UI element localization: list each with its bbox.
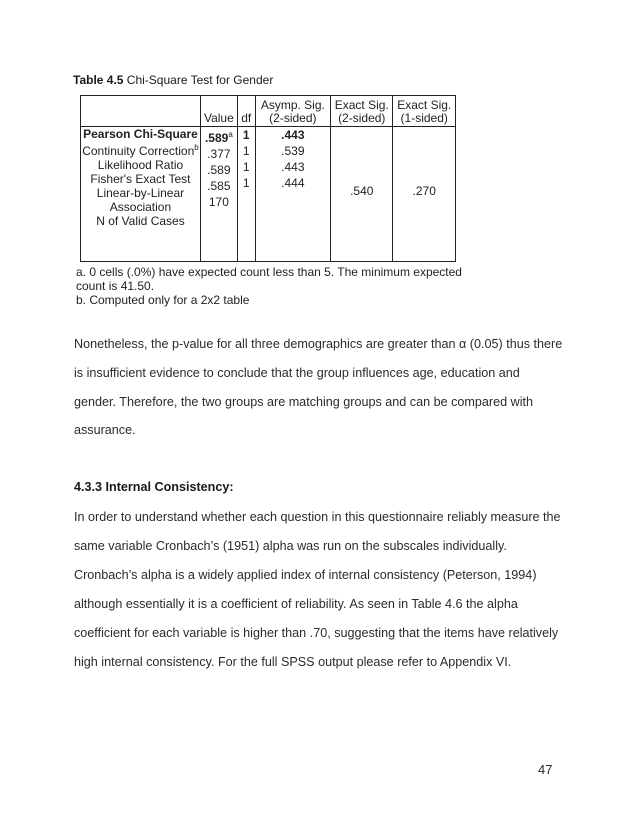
row-label-n-valid: N of Valid Cases [96, 214, 185, 228]
exact2-column [331, 127, 393, 262]
section-heading: 4.3.3 Internal Consistency: [74, 480, 234, 494]
page-number: 47 [538, 762, 553, 777]
df-cell: 1 [242, 144, 250, 158]
paragraph-line: In order to understand whether each question in this questionnaire reliably measure the [74, 510, 561, 524]
row-label-likelihood: Likelihood Ratio [97, 158, 184, 172]
header-exact-sig-1: Exact Sig. (1-sided) [393, 96, 456, 127]
asymp-cell: .443 [281, 160, 305, 174]
header-blank [81, 96, 201, 127]
paragraph-line: although essentially it is a coefficient of reliability. As seen in Table 4.6 the alpha [74, 597, 518, 611]
table-caption [73, 73, 273, 87]
footnote-a-mark: a [228, 130, 233, 139]
paragraph-line: is insufficient evidence to conclude that the group influences age, education and [74, 366, 520, 380]
paragraph-line: same variable Cronbach’s (1951) alpha was run on the subscales individually. [74, 539, 507, 553]
value-pearson: .589 [204, 131, 229, 145]
asymp-column [255, 127, 330, 262]
df-column [237, 127, 255, 262]
footnote-a: a. 0 cells (.0%) have expected count less than 5. The minimum expected count is 41.50. [76, 265, 462, 293]
header-df: df [237, 96, 255, 127]
header-exact-sig-2: Exact Sig. (2-sided) [331, 96, 393, 127]
table-title: Chi-Square Test for Gender [123, 73, 274, 87]
value-cell: .377 [207, 147, 231, 161]
footnote-b: b. Computed only for a 2x2 table [76, 293, 250, 307]
row-label-continuity [81, 141, 200, 158]
asymp-cell: .443 [281, 128, 305, 142]
df-cell: 1 [242, 176, 250, 190]
value-cell [201, 127, 237, 146]
df-cell: 1 [242, 160, 250, 174]
value-cell: .589 [207, 163, 231, 177]
value-cell: 170 [208, 195, 229, 209]
asymp-cell: .444 [281, 176, 305, 190]
row-label-linear: Linear-by-Linear Association [96, 186, 185, 214]
paragraph-line: Nonetheless, the p-value for all three demographics are greater than α (0.05) thus there [74, 337, 563, 351]
df-cell: 1 [242, 128, 250, 142]
paragraph-line: Cronbach’s alpha is a widely applied index of internal consistency (Peterson, 1994) [74, 568, 537, 582]
asymp-cell: .539 [281, 144, 305, 158]
exact1-cell: .270 [412, 184, 436, 198]
exact1-column [393, 127, 456, 262]
table-number: Table 4.5 [73, 73, 124, 87]
paragraph-line: assurance. [74, 423, 136, 437]
row-labels-column [81, 127, 201, 262]
value-column [200, 127, 237, 262]
row-label-fisher: Fisher's Exact Test [90, 172, 191, 186]
header-asymp-sig: Asymp. Sig. (2-sided) [255, 96, 330, 127]
paragraph-line: gender. Therefore, the two groups are matching groups and can be compared with [74, 395, 534, 409]
header-value: Value [200, 96, 237, 127]
row-label-pearson: Pearson Chi-Square [83, 127, 198, 141]
paragraph-line: high internal consistency. For the full SPSS output please refer to Appendix VI. [74, 655, 512, 669]
footnote-b-mark: b [194, 143, 199, 152]
value-cell: .585 [207, 179, 231, 193]
chi-square-table [80, 95, 456, 262]
exact2-cell: .540 [350, 184, 374, 198]
paragraph-line: coefficient for each variable is higher than .70, suggesting that the items have relatively [74, 626, 559, 640]
row-label-continuity-text: Continuity Correction [82, 144, 195, 158]
